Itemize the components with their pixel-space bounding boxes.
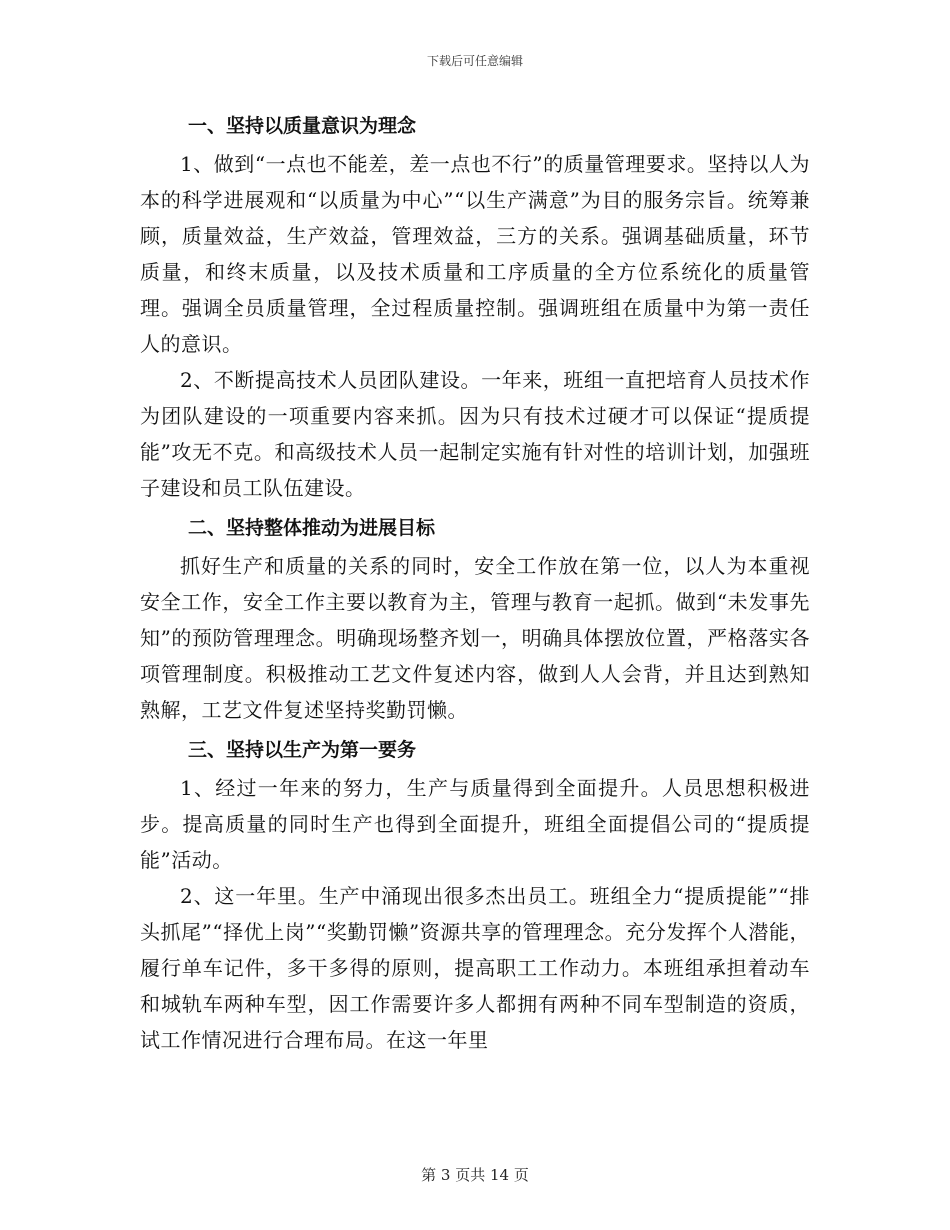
- section-heading-1: 一、坚持以质量意识为理念: [188, 115, 417, 137]
- section-3-paragraph-1: 1、经过一年来的努力，生产与质量得到全面提升。人员思想积极进步。提高质量的同时生产也得到全面提升，班组全面提倡公司的“提质提能”活动。: [140, 776, 810, 872]
- section-heading-3: 三、坚持以生产为第一要务: [188, 739, 417, 761]
- section-2-paragraph-1: 抓好生产和质量的关系的同时，安全工作放在第一位，以人为本重视安全工作，安全工作主要以教育为主，管理与教育一起抓。做到“未发事先知”的预防管理理念。明确现场整齐划一，明确具体摆放位置，严格落实各项管理制度。积极推动工艺文件复述内容，做到人人会背，并且达到熟知熟解，工艺文件复述坚持奖勤罚懒。: [140, 554, 810, 722]
- section-1-paragraph-1: 1、做到“一点也不能差，差一点也不行”的质量管理要求。坚持以人为本的科学进展观和“以质量为中心”“以生产满意”为目的服务宗旨。统筹兼顾，质量效益，生产效益，管理效益，三方的关系。强调基础质量，环节质量，和终末质量，以及技术质量和工序质量的全方位系统化的质量管理。强调全员质量管理，全过程质量控制。强调班组在质量中为第一责任人的意识。: [140, 152, 810, 356]
- section-1-paragraph-2: 2、不断提高技术人员团队建设。一年来，班组一直把培育人员技术作为团队建设的一项重要内容来抓。因为只有技术过硬才可以保证“提质提能”攻无不克。和高级技术人员一起制定实施有针对性的培训计划，加强班子建设和员工队伍建设。: [140, 368, 810, 500]
- section-3-paragraph-2: 2、这一年里。生产中涌现出很多杰出员工。班组全力“提质提能”“排头抓尾”“择优上岗”“奖勤罚懒”资源共享的管理理念。充分发挥个人潜能，履行单车记件，多干多得的原则，提高职工工作动力。本班组承担着动车和城轨车两种车型，因工作需要许多人都拥有两种不同车型制造的资质，试工作情况进行合理布局。在这一年里: [140, 884, 810, 1052]
- section-heading-2: 二、坚持整体推动为进展目标: [188, 517, 436, 539]
- page-header: 下载后可任意编辑: [426, 54, 523, 68]
- document-body: [140, 106, 810, 1058]
- page-footer: 第 3 页共 14 页: [421, 1166, 529, 1184]
